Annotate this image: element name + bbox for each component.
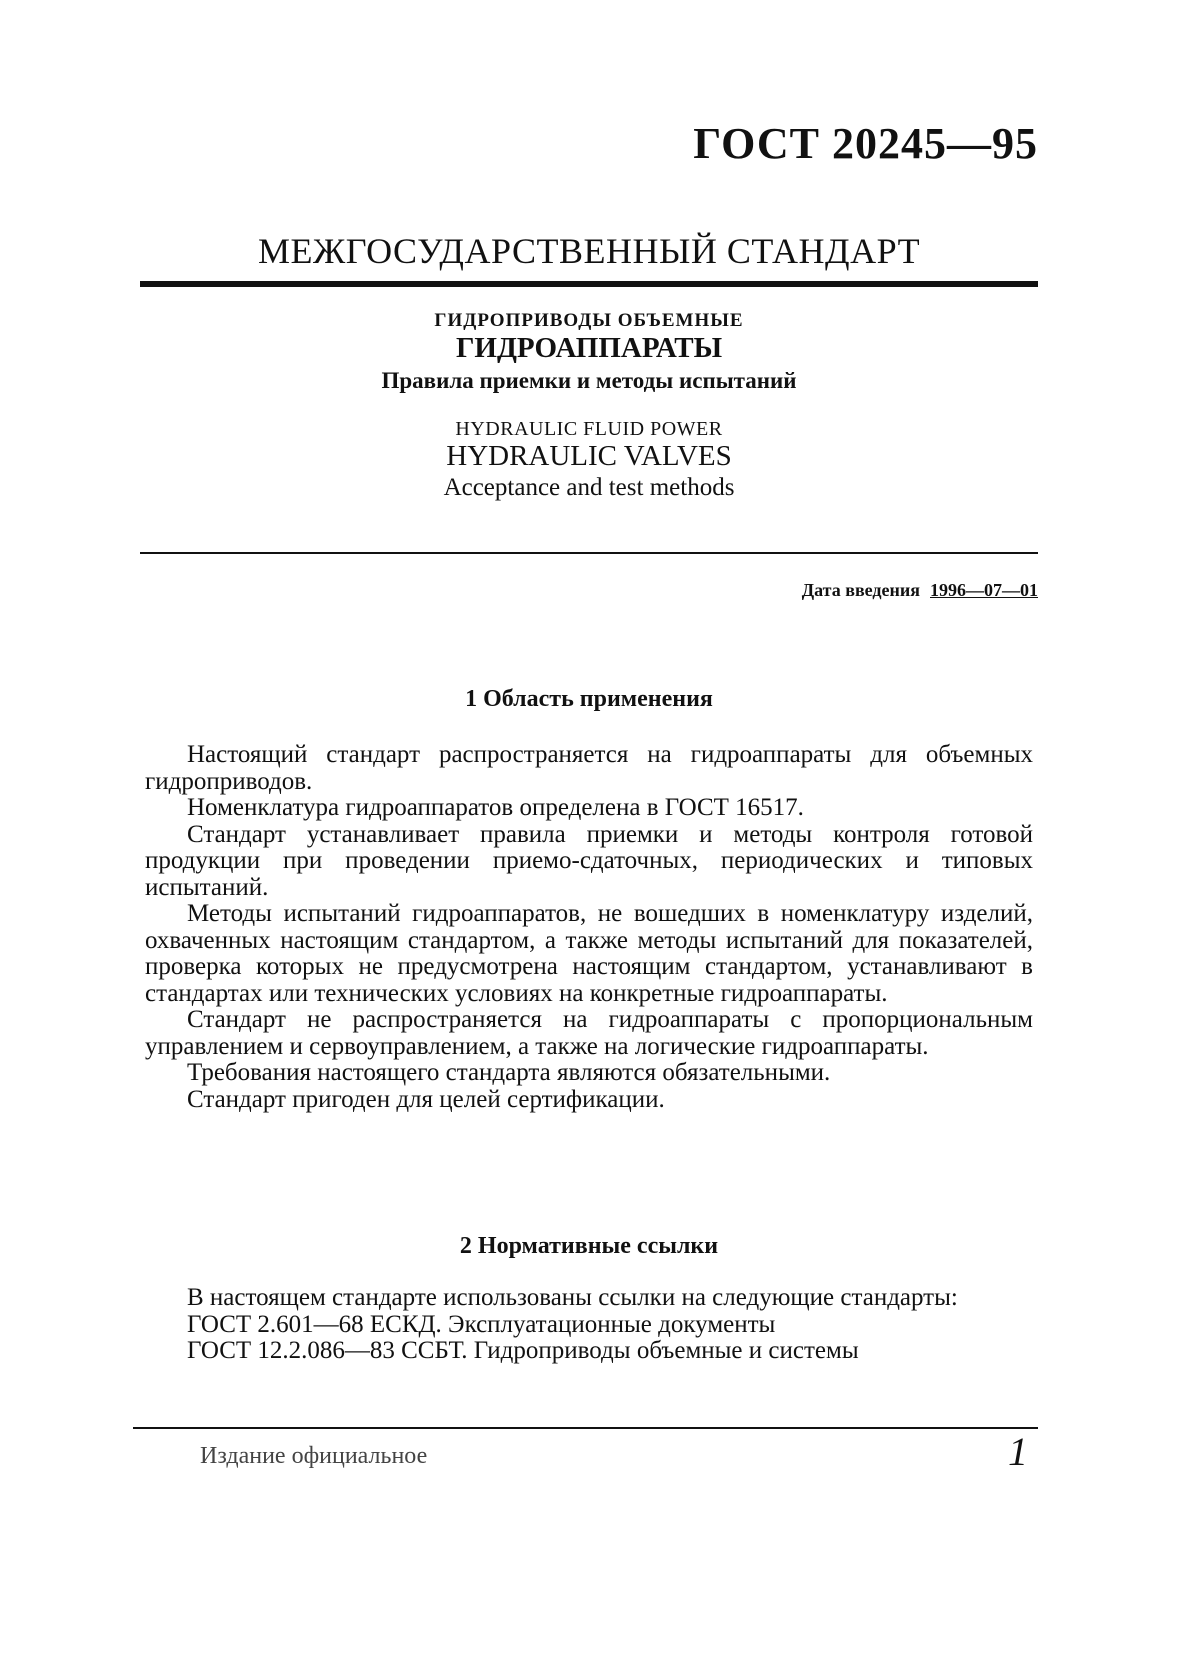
title-ru-line2: ГИДРОАППАРАТЫ bbox=[455, 332, 723, 364]
section2-paragraph: В настоящем стандарте использованы ссылки на следующие стандарты: bbox=[187, 1284, 958, 1311]
title-en-line1: HYDRAULIC FLUID POWER bbox=[455, 418, 723, 440]
edition-note: Издание официальное bbox=[200, 1443, 428, 1469]
title-en-line3: Acceptance and test methods bbox=[443, 474, 735, 501]
section1-paragraph: Стандарт устанавливает правила приемки и методы контроля готовой продукции при проведении приемо-сдаточных, периодических и типовых испытаний. bbox=[145, 820, 1033, 901]
section2-body bbox=[145, 1285, 1033, 1365]
section1-heading: 1 Область применения bbox=[465, 686, 713, 712]
section2-paragraph: ГОСТ 2.601—68 ЕСКД. Эксплуатационные документы bbox=[187, 1310, 776, 1338]
interstate-standard-title: МЕЖГОСУДАРСТВЕННЫЙ СТАНДАРТ bbox=[257, 231, 921, 271]
section1-paragraph: Методы испытаний гидроаппаратов, не вошедших в номенклатуру изделий, охваченных настоящим стандартом, а также методы испытаний для показателей, проверка которых не предусмотрена настоящим стандартом, устанавливают в стандартах или технических условиях на конкретные гидроаппараты. bbox=[145, 900, 1033, 1007]
intro-date bbox=[802, 580, 1038, 601]
section1-paragraph: Настоящий стандарт распространяется на гидроаппараты для объемных гидроприводов. bbox=[145, 741, 1033, 795]
intro-date-label: Дата введения bbox=[801, 580, 920, 600]
standard-number: ГОСТ 20245—95 bbox=[693, 119, 1038, 168]
header-rule bbox=[140, 281, 1038, 287]
section1-paragraph: Требования настоящего стандарта являются обязательными. bbox=[187, 1059, 831, 1086]
footer-rule bbox=[133, 1427, 1038, 1429]
page-number: 1 bbox=[1008, 1429, 1028, 1474]
title-ru-line3: Правила приемки и методы испытаний bbox=[381, 368, 797, 393]
section1-paragraph: Номенклатура гидроаппаратов определена в ГОСТ 16517. bbox=[187, 794, 804, 821]
title-rule bbox=[140, 552, 1038, 554]
section2-heading: 2 Нормативные ссылки bbox=[459, 1233, 719, 1259]
section1-paragraph: Стандарт не распространяется на гидроаппараты с пропорциональным управлением и сервоуправлением, а также на логические гидроаппараты. bbox=[145, 1006, 1033, 1060]
title-en-line2: HYDRAULIC VALVES bbox=[446, 440, 732, 472]
section2-paragraph: ГОСТ 12.2.086—83 ССБТ. Гидроприводы объемные и системы bbox=[187, 1337, 859, 1364]
title-ru-line1: ГИДРОПРИВОДЫ ОБЪЕМНЫЕ bbox=[434, 310, 744, 331]
section1-paragraph: Стандарт пригоден для целей сертификации. bbox=[187, 1085, 665, 1113]
intro-date-value: 1996—07—01 bbox=[930, 580, 1038, 600]
section1-body bbox=[145, 742, 1033, 1113]
